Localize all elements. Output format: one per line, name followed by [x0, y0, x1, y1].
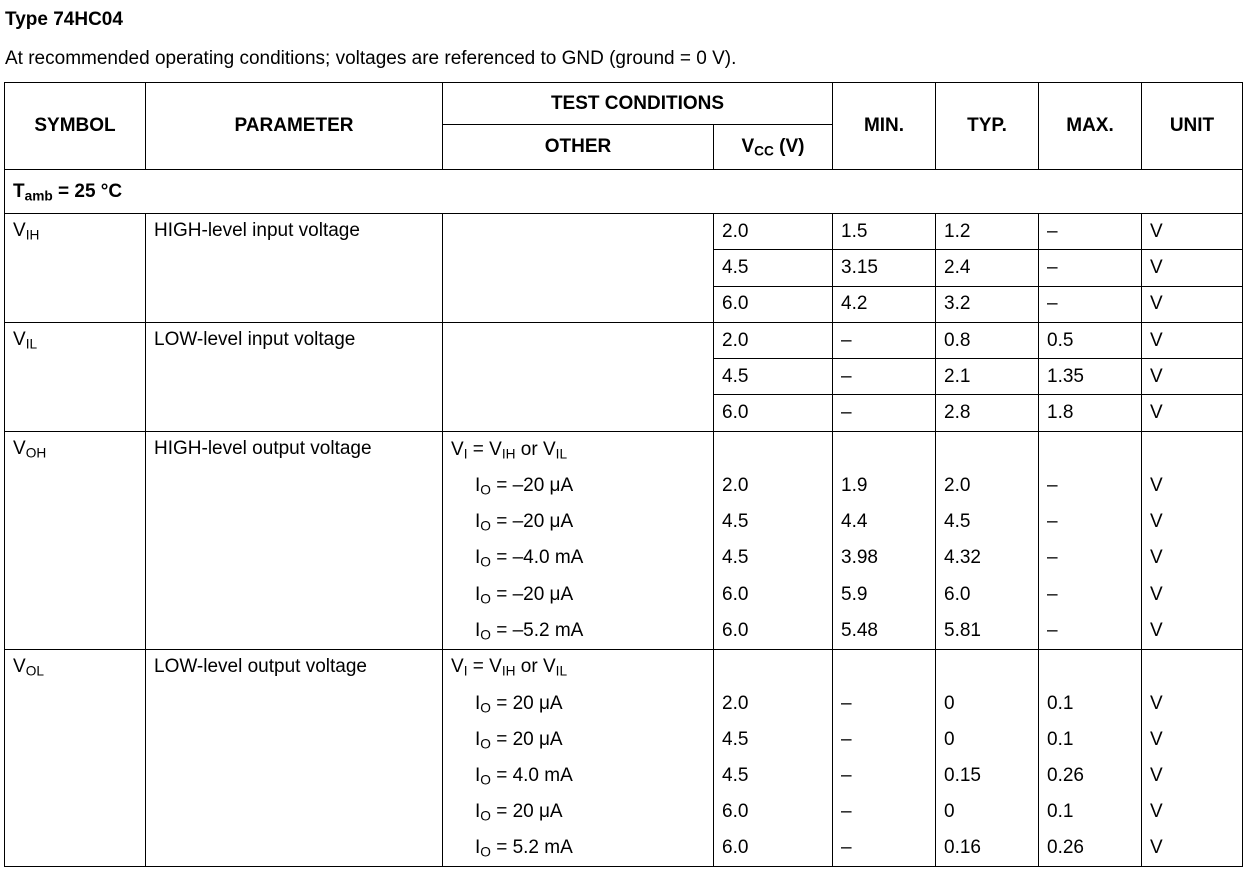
condition-value: = 25 °C: [52, 180, 123, 202]
typ-cell: 3.2: [936, 286, 1039, 322]
min-cell: –: [833, 359, 936, 395]
io-value: = –4.0 mA: [490, 547, 584, 569]
io-subscript: O: [480, 591, 491, 607]
other-cell: [443, 322, 714, 431]
typ-cell: 4.32: [936, 540, 1039, 576]
output-current: [443, 576, 714, 612]
vcc-cell: 4.5: [714, 359, 833, 395]
max-cell: 1.35: [1039, 359, 1142, 395]
io-value: = 5.2 mA: [490, 837, 573, 859]
io-subscript: O: [480, 699, 491, 715]
typ-cell: 0.16: [936, 831, 1039, 867]
io-value: = –5.2 mA: [490, 619, 584, 641]
max-cell: 0.26: [1039, 758, 1142, 794]
typ-cell: 2.1: [936, 359, 1039, 395]
parameter-cell: HIGH-level output voltage: [146, 431, 443, 649]
other-cell: [443, 214, 714, 323]
vcc-cell: 6.0: [714, 794, 833, 830]
vcc-subscript: CC: [754, 143, 774, 159]
spec-table: [4, 82, 1243, 867]
io-symbol: I: [475, 692, 481, 714]
min-cell: [833, 431, 936, 467]
input-condition: [443, 431, 714, 467]
min-cell: –: [833, 685, 936, 721]
symbol-main: V: [13, 220, 26, 241]
vcc-cell: 6.0: [714, 576, 833, 612]
max-cell: –: [1039, 286, 1142, 322]
io-symbol: I: [475, 837, 481, 859]
io-symbol: I: [475, 728, 481, 750]
max-cell: 1.8: [1039, 395, 1142, 431]
unit-cell: V: [1142, 831, 1243, 867]
typ-cell: 2.8: [936, 395, 1039, 431]
vcc-unit: (V): [773, 136, 805, 157]
vcc-cell: [714, 649, 833, 685]
symbol-cell: [5, 214, 146, 323]
max-cell: –: [1039, 250, 1142, 286]
max-cell: –: [1039, 576, 1142, 612]
vcc-cell: 2.0: [714, 685, 833, 721]
symbol-subscript: IL: [25, 336, 38, 352]
unit-cell: V: [1142, 613, 1243, 649]
spec-table-body: [5, 170, 1243, 867]
header-test-conditions: TEST CONDITIONS: [443, 83, 833, 125]
min-cell: 1.5: [833, 214, 936, 250]
header-max: MAX.: [1039, 83, 1142, 170]
min-cell: 3.15: [833, 250, 936, 286]
header-unit: UNIT: [1142, 83, 1243, 170]
unit-cell: V: [1142, 794, 1243, 830]
condition-part: or V: [515, 656, 556, 678]
min-cell: –: [833, 794, 936, 830]
io-value: = 20 μA: [490, 801, 563, 823]
unit-cell: V: [1142, 395, 1243, 431]
symbol-cell: [5, 431, 146, 649]
header-typ: TYP.: [936, 83, 1039, 170]
condition-part: or V: [515, 438, 556, 460]
io-value: = 20 μA: [490, 692, 563, 714]
min-cell: –: [833, 395, 936, 431]
typ-cell: 6.0: [936, 576, 1039, 612]
min-cell: –: [833, 322, 936, 358]
min-cell: 1.9: [833, 468, 936, 504]
max-cell: [1039, 431, 1142, 467]
io-subscript: O: [480, 772, 491, 788]
max-cell: [1039, 649, 1142, 685]
vcc-cell: 4.5: [714, 722, 833, 758]
vcc-cell: 6.0: [714, 613, 833, 649]
io-subscript: O: [480, 808, 491, 824]
max-cell: 0.1: [1039, 722, 1142, 758]
max-cell: –: [1039, 613, 1142, 649]
max-cell: –: [1039, 214, 1142, 250]
table-row: [5, 322, 1243, 358]
condition-part: IH: [501, 446, 516, 462]
max-cell: 0.5: [1039, 322, 1142, 358]
max-cell: 0.1: [1039, 685, 1142, 721]
min-cell: 5.48: [833, 613, 936, 649]
io-subscript: O: [480, 518, 491, 534]
output-current: [443, 685, 714, 721]
page-title: Type 74HC04: [5, 9, 123, 30]
output-current: [443, 504, 714, 540]
vcc-cell: 6.0: [714, 286, 833, 322]
vcc-cell: [714, 431, 833, 467]
condition-part: = V: [467, 656, 502, 678]
header-parameter: PARAMETER: [146, 83, 443, 170]
unit-cell: V: [1142, 359, 1243, 395]
unit-cell: V: [1142, 576, 1243, 612]
io-value: = –20 μA: [490, 474, 574, 496]
io-subscript: O: [480, 736, 491, 752]
symbol-subscript: OH: [25, 445, 47, 461]
typ-cell: 2.4: [936, 250, 1039, 286]
max-cell: –: [1039, 468, 1142, 504]
min-cell: 4.4: [833, 504, 936, 540]
symbol-main: V: [13, 328, 26, 350]
symbol-cell: [5, 649, 146, 867]
typ-cell: 2.0: [936, 468, 1039, 504]
io-subscript: O: [480, 844, 491, 860]
symbol-subscript: OL: [25, 662, 44, 678]
typ-cell: 4.5: [936, 504, 1039, 540]
io-symbol: I: [475, 765, 481, 787]
min-cell: –: [833, 831, 936, 867]
io-value: = 20 μA: [490, 728, 563, 750]
header-symbol: SYMBOL: [5, 83, 146, 170]
unit-cell: V: [1142, 250, 1243, 286]
vcc-cell: 4.5: [714, 758, 833, 794]
unit-cell: V: [1142, 322, 1243, 358]
vcc-cell: 2.0: [714, 468, 833, 504]
typ-cell: 0: [936, 685, 1039, 721]
min-cell: [833, 649, 936, 685]
typ-cell: 0: [936, 722, 1039, 758]
vcc-symbol: V: [741, 136, 755, 157]
unit-cell: V: [1142, 685, 1243, 721]
condition-line-row: [5, 431, 1243, 467]
vcc-cell: 4.5: [714, 540, 833, 576]
io-symbol: I: [475, 547, 481, 569]
condition-part: IL: [555, 446, 568, 462]
unit-cell: [1142, 649, 1243, 685]
unit-cell: V: [1142, 214, 1243, 250]
typ-cell: [936, 649, 1039, 685]
table-row: [5, 214, 1243, 250]
typ-cell: 1.2: [936, 214, 1039, 250]
output-current: [443, 613, 714, 649]
max-cell: –: [1039, 504, 1142, 540]
io-symbol: I: [475, 801, 481, 823]
symbol-cell: [5, 322, 146, 431]
typ-cell: 0: [936, 794, 1039, 830]
condition-part: I: [463, 663, 468, 679]
unit-cell: V: [1142, 504, 1243, 540]
io-symbol: I: [475, 474, 481, 496]
io-symbol: I: [475, 619, 481, 641]
vcc-cell: 6.0: [714, 831, 833, 867]
condition-part: IH: [501, 663, 516, 679]
condition-part: = V: [467, 438, 502, 460]
vcc-cell: 4.5: [714, 504, 833, 540]
unit-cell: V: [1142, 722, 1243, 758]
output-current: [443, 468, 714, 504]
vcc-cell: 6.0: [714, 395, 833, 431]
header-vcc: [714, 125, 833, 170]
condition-part: IL: [555, 663, 568, 679]
parameter-cell: LOW-level input voltage: [146, 322, 443, 431]
io-subscript: O: [480, 627, 491, 643]
min-cell: –: [833, 758, 936, 794]
typ-cell: [936, 431, 1039, 467]
parameter-cell: LOW-level output voltage: [146, 649, 443, 867]
condition-part: I: [463, 446, 468, 462]
io-subscript: O: [480, 554, 491, 570]
io-value: = –20 μA: [490, 511, 574, 533]
parameter-cell: HIGH-level input voltage: [146, 214, 443, 323]
io-value: = –20 μA: [490, 583, 574, 605]
unit-cell: [1142, 431, 1243, 467]
io-symbol: I: [475, 583, 481, 605]
header-other: OTHER: [443, 125, 714, 170]
unit-cell: V: [1142, 468, 1243, 504]
min-cell: –: [833, 722, 936, 758]
max-cell: 0.1: [1039, 794, 1142, 830]
condition-symbol: T: [13, 180, 25, 202]
io-value: = 4.0 mA: [490, 765, 573, 787]
intro-text: At recommended operating conditions; voltages are referenced to GND (ground = 0 V).: [5, 48, 737, 69]
condition-part: V: [451, 656, 464, 678]
typ-cell: 0.8: [936, 322, 1039, 358]
vcc-cell: 2.0: [714, 214, 833, 250]
min-cell: 3.98: [833, 540, 936, 576]
min-cell: 4.2: [833, 286, 936, 322]
symbol-subscript: IH: [25, 227, 40, 243]
vcc-cell: 4.5: [714, 250, 833, 286]
condition-subscript: amb: [24, 187, 53, 203]
output-current: [443, 758, 714, 794]
output-current: [443, 794, 714, 830]
output-current: [443, 831, 714, 867]
typ-cell: 0.15: [936, 758, 1039, 794]
symbol-main: V: [13, 437, 26, 459]
io-symbol: I: [475, 511, 481, 533]
unit-cell: V: [1142, 758, 1243, 794]
condition-row: [5, 170, 1243, 214]
unit-cell: V: [1142, 540, 1243, 576]
typ-cell: 5.81: [936, 613, 1039, 649]
condition-part: V: [451, 438, 464, 460]
max-cell: 0.26: [1039, 831, 1142, 867]
condition-line-row: [5, 649, 1243, 685]
input-condition: [443, 649, 714, 685]
min-cell: 5.9: [833, 576, 936, 612]
max-cell: –: [1039, 540, 1142, 576]
symbol-main: V: [13, 655, 26, 677]
header-min: MIN.: [833, 83, 936, 170]
output-current: [443, 540, 714, 576]
unit-cell: V: [1142, 286, 1243, 322]
vcc-cell: 2.0: [714, 322, 833, 358]
output-current: [443, 722, 714, 758]
io-subscript: O: [480, 482, 491, 498]
